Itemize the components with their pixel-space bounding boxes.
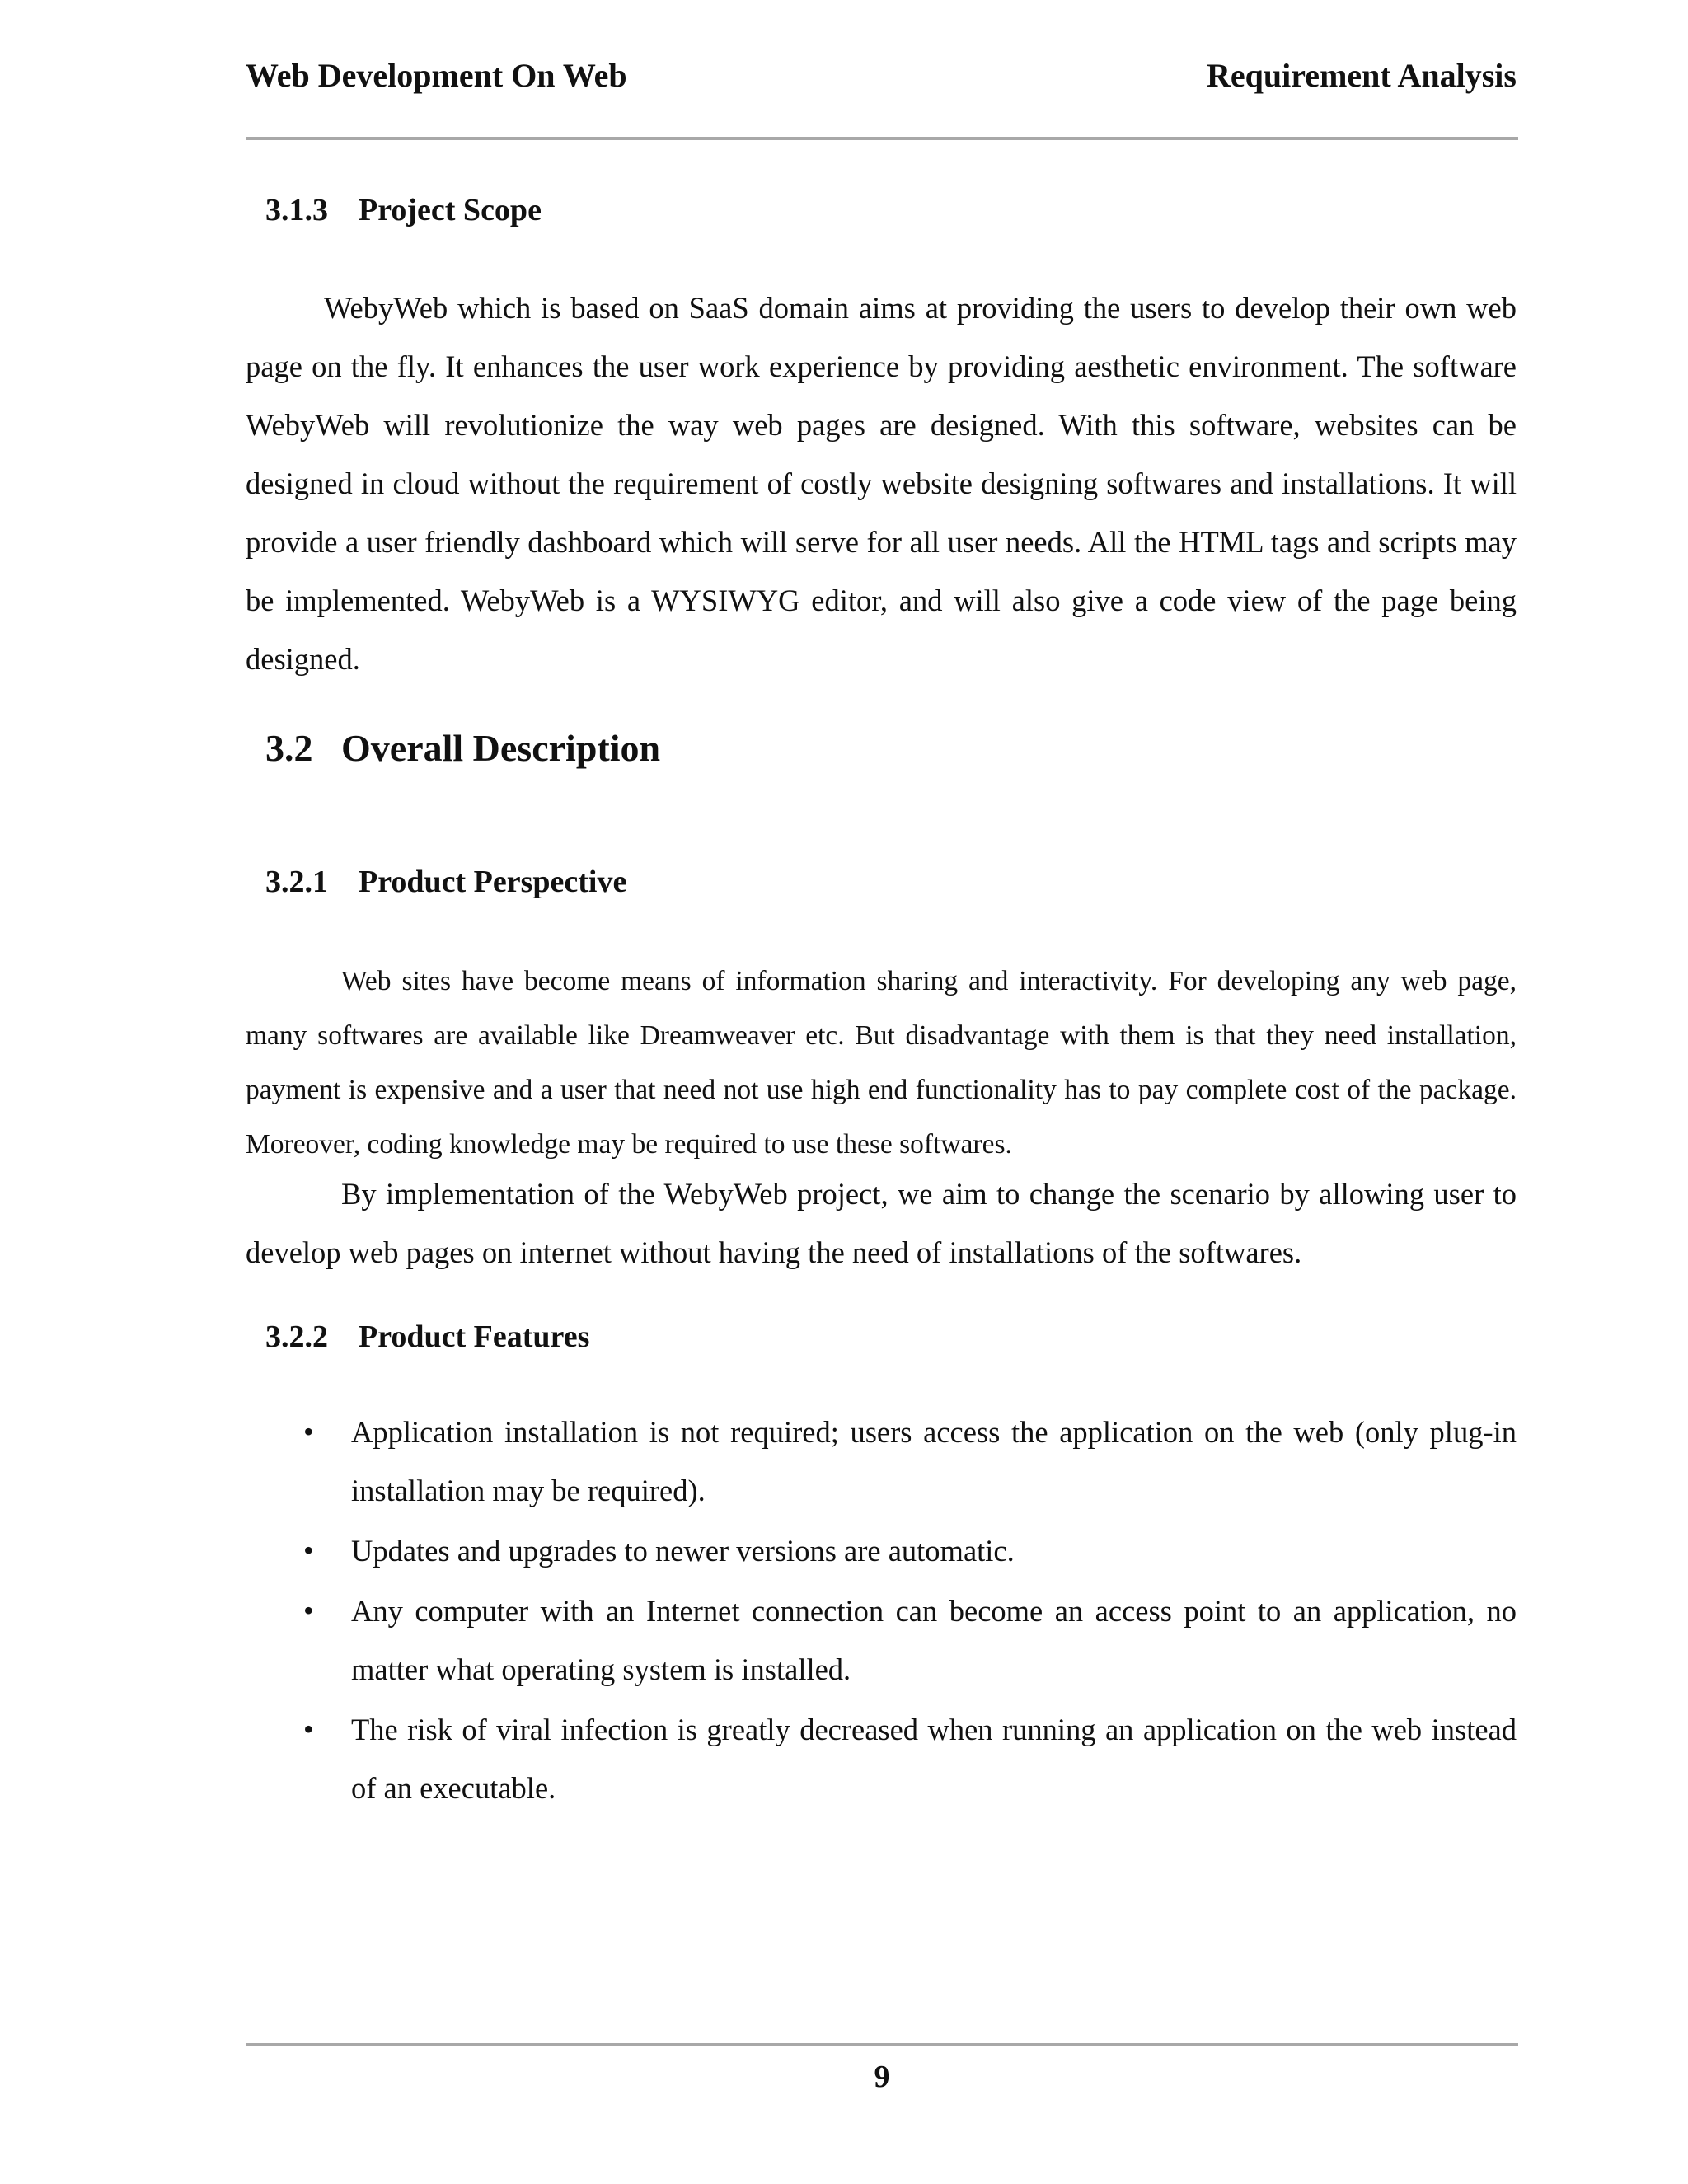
heading-number: 3.1.3 bbox=[265, 193, 328, 227]
heading-number: 3.2 bbox=[265, 727, 313, 769]
bullet-icon: • bbox=[303, 1594, 314, 1627]
heading-number: 3.2.2 bbox=[265, 1319, 328, 1354]
bullet-icon: • bbox=[303, 1713, 314, 1746]
list-item-text: Updates and upgrades to newer versions are automatic. bbox=[351, 1534, 1015, 1568]
heading-overall-description bbox=[265, 724, 660, 773]
list-item-text: Application installation is not required; users access the application on the web (only plug-in installation may be required). bbox=[351, 1415, 1517, 1507]
page-header bbox=[246, 51, 1517, 101]
list-item bbox=[246, 1521, 1517, 1580]
bullet-icon: • bbox=[303, 1415, 314, 1448]
header-title-left: Web Development On Web bbox=[246, 57, 627, 94]
list-item-text: The risk of viral infection is greatly decreased when running an application on the web instead of an executable. bbox=[351, 1713, 1517, 1805]
product-perspective-paragraph-2: By implementation of the WebyWeb project, we aim to change the scenario by allowing user to develop web pages on internet without having the need of installations of the softwares. bbox=[246, 1177, 1517, 1269]
footer-divider bbox=[246, 2043, 1518, 2046]
heading-title: Overall Description bbox=[341, 727, 661, 769]
heading-product-features bbox=[265, 1316, 589, 1357]
list-item bbox=[246, 1700, 1517, 1817]
heading-title: Project Scope bbox=[359, 193, 542, 227]
list-item bbox=[246, 1582, 1517, 1699]
heading-product-perspective bbox=[265, 861, 626, 902]
header-title-right: Requirement Analysis bbox=[1207, 57, 1517, 94]
heading-title: Product Perspective bbox=[359, 865, 627, 899]
list-item bbox=[246, 1403, 1517, 1520]
bullet-icon: • bbox=[303, 1534, 314, 1567]
heading-number: 3.2.1 bbox=[265, 865, 328, 899]
product-perspective-paragraph-1: Web sites have become means of information sharing and interactivity. For developing any web page, many softwares are available like Dreamweaver etc. But disadvantage with them is that they need installation, payment is expensive and a user that need not use high end functionality has to pay complete cost of the package. Moreover, coding knowledge may be required to use these softwares. bbox=[246, 966, 1517, 1160]
header-divider bbox=[246, 137, 1518, 140]
heading-project-scope bbox=[265, 190, 542, 231]
list-item-text: Any computer with an Internet connection can become an access point to an application, no matter what operating system is installed. bbox=[351, 1594, 1517, 1686]
product-features-list bbox=[246, 1403, 1517, 1819]
project-scope-paragraph: WebyWeb which is based on SaaS domain aims at providing the users to develop their own web page on the fly. It enhances the user work experience by providing aesthetic environment. The software WebyWeb will revolutionize the way web pages are designed. With this software, websites can be designed in cloud without the requirement of costly website designing softwares and installations. It will provide a user friendly dashboard which will serve for all user needs. All the HTML tags and scripts may be implemented. WebyWeb is a WYSIWYG editor, and will also give a code view of the page being designed. bbox=[246, 291, 1517, 676]
page-number: 9 bbox=[874, 2060, 890, 2094]
heading-title: Product Features bbox=[359, 1319, 590, 1354]
